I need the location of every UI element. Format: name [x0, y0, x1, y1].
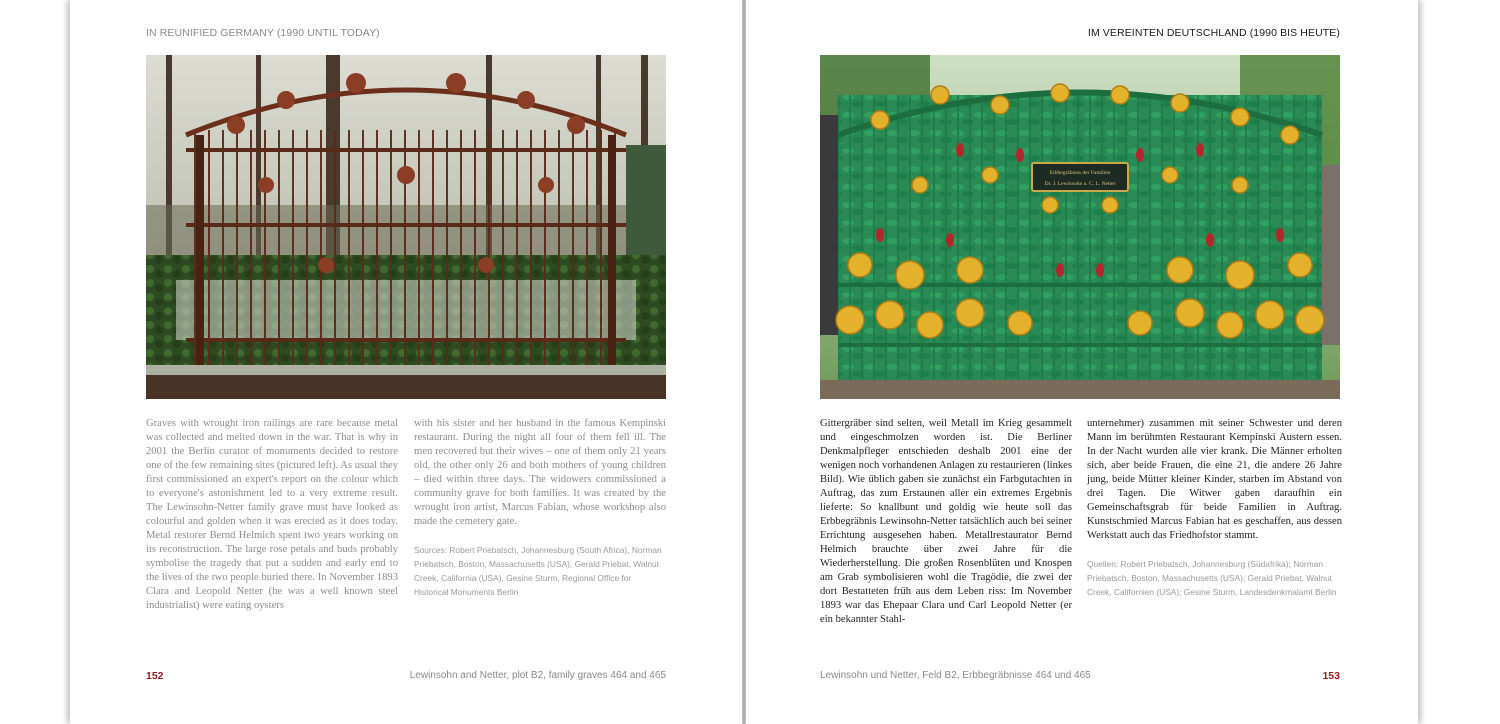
sources-note: Sources: Robert Priebatsch, Johannesburg (South Africa), Norman Priebatsch, Boston, Massachusetts (USA), Gerald Priebat, Walnut Creek, California (USA), Gesine Sturm, Regional Office for Historical Monuments Berlin — [414, 545, 662, 597]
restored-gate-photo — [820, 55, 1340, 399]
page-number: 153 — [1322, 670, 1340, 682]
rusty-gate-photo — [146, 55, 666, 399]
body-text-column-2 — [1087, 417, 1342, 599]
running-head: IM VEREINTEN DEUTSCHLAND (1990 BIS HEUTE) — [1087, 27, 1340, 39]
footer-caption: Lewinsohn und Netter, Feld B2, Erbbegräbnisse 464 und 465 — [820, 670, 1091, 681]
sources-note: Quellen: Robert Priebatsch, Johannesburg (Südafrika); Norman Priebatsch, Boston, Massachusetts (USA); Gerald Priebat, Walnut Creek, Californien (USA); Gesine Sturm, Landesdenkmalamt Berlin — [1087, 559, 1337, 597]
plaque-line-1: Erbbegräbniss der Familien — [1049, 170, 1111, 176]
body-text-column-2 — [414, 417, 666, 599]
running-head: IN REUNIFIED GERMANY (1990 UNTIL TODAY) — [146, 27, 380, 39]
plaque-line-2: Dr. J. Lewinsohn u. C. L. Netter — [1044, 181, 1116, 187]
footer-caption: Lewinsohn and Netter, plot B2, family graves 464 and 465 — [409, 670, 666, 681]
body-text: with his sister and her husband in the famous Kempinski restaurant. During the night all four of them fell ill. The men recovered but their wives – one of them only 21 years old, the other only 26 and both mothers of young children – died within three days. The widowers commissioned a community grave for both families. It was created by the wrought iron artist, Marcus Fabian, whose workshop also made the cemetery gate. — [414, 418, 666, 527]
restored-green-gold-rose-gate-photo-icon — [820, 55, 1340, 399]
left-page — [70, 0, 742, 724]
body-text-column-1: Gittergräber sind selten, weil Metall im Krieg gesammelt und eingeschmolzen worden ist. Die Berliner Denkmalpfleger entschieden deshalb 2001 eine der wenigen noch vorhandenen Anlagen zu restaurieren (linkes Bild). Wie üblich gaben sie zunächst ein Farbgutachten in Auftrag, das zum Erstaunen aller ein extremes Ergebnis lieferte: So knallbunt und goldig wie heute soll das Erbbegräbnis Lewinsohn-Netter tatsächlich auch bei seiner Errichtung ausgesehen haben. Metallrestaurator Bernd Helmich brauchte über zwei Jahre für die Wiederherstellung. Die großen Rosenblüten und Knospen am Grab symbolisieren wohl die Tragödie, die zwei der dort Bestatteten früh aus dem Leben riss: Im November 1893 war das Ehepaar Clara und Carl Leopold Netter (er ein bekannter Stahl- — [820, 418, 1072, 625]
page-number: 152 — [146, 670, 164, 682]
rusty-iron-grave-gate-photo-icon — [146, 55, 666, 399]
right-page — [746, 0, 1418, 724]
body-text: unternehmer) zusammen mit seiner Schwester und deren Mann im berühmten Restaurant Kempinski Austern essen. In der Nacht wurden alle vier krank. Die Männer erholten sich, aber beide Frauen, die eine 21, die andere 26 Jahre jung, beide Mütter kleiner Kinder, starben im Abstand von drei Tagen. Die Witwer gaben daraufhin ein Gemeinschaftsgrab für beide Familien in Auftrag. Kunstschmied Marcus Fabian hat es geschaffen, aus dessen Werkstatt auch das Friedhofstor stammt. — [1087, 418, 1342, 541]
body-text-column-1: Graves with wrought iron railings are rare because metal was collected and melted down in the war. That is why in 2001 the Berlin curator of monuments decided to restore one of the few remaining sites (pictured left). As usual they first commissioned an expert's report on the colour which to everyone's astonishment led to a very extreme result. The Lewinsohn-Netter family grave must have looked as colourful and golden when it was erected as it does today. Metal restorer Bernd Helmich spent two years working on its reconstruction. The large rose petals and buds probably symbolise the tragedy that put a sudden and early end to the lives of the two people buried there. In November 1893 Clara and Leopold Netter (he was a well known steel industrialist) were eating oysters — [146, 418, 398, 611]
